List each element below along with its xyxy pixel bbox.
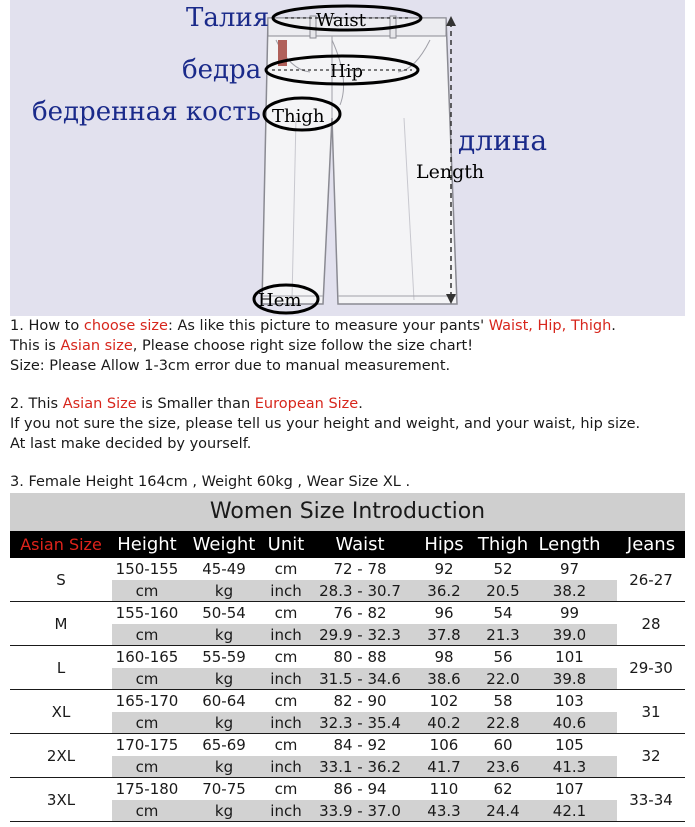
cell-hips: 106: [429, 736, 459, 754]
notes-section-3: [10, 472, 685, 492]
cell-weight: kg: [214, 714, 234, 732]
pants-illustration: [10, 0, 685, 316]
cell-height: 155-160: [115, 604, 179, 622]
cell-length: 39.0: [552, 626, 587, 644]
cell-waist: 32.3 - 35.4: [319, 714, 401, 732]
cell-hips: 37.8: [427, 626, 461, 644]
cell-hips: 96: [434, 604, 454, 622]
cell-height: 160-165: [115, 648, 179, 666]
cell-thigh: 56: [493, 648, 513, 666]
cell-thigh: 23.6: [486, 758, 520, 776]
cell-length: 97: [559, 560, 580, 578]
label-waist-ru: Талия: [186, 3, 270, 33]
cell-hips: 40.2: [427, 714, 461, 732]
cell-height: 175-180: [115, 780, 179, 798]
cell-thigh: 62: [493, 780, 513, 798]
cell-waist: 31.5 - 34.6: [319, 670, 401, 688]
cell-waist: 33.9 - 37.0: [319, 802, 401, 820]
table-row: [10, 690, 685, 734]
header-jeans: Jeans: [626, 534, 676, 555]
label-thigh-ru: бедренная кость: [32, 97, 261, 127]
cell-waist: 84 - 92: [333, 736, 387, 754]
cell-weight: kg: [214, 670, 234, 688]
cell-jeans: 29-30: [629, 659, 673, 677]
table-row: [10, 558, 685, 602]
cell-hips: 41.7: [427, 758, 461, 776]
pants-measurement-diagram: [10, 0, 685, 316]
cell-size: 2XL: [46, 747, 76, 765]
cell-weight: 50-54: [202, 604, 246, 622]
cell-weight: 70-75: [202, 780, 246, 798]
cell-size: 3XL: [46, 791, 76, 809]
note-line-6: At last make decided by yourself.: [10, 436, 252, 452]
cell-thigh: 24.4: [486, 802, 520, 820]
note-line-4: 2. This Asian Size is Smaller than European Size.: [10, 396, 363, 412]
cell-size: L: [56, 659, 66, 677]
cell-jeans: 26-27: [629, 571, 673, 589]
cell-height: cm: [135, 670, 159, 688]
cell-weight: 45-49: [202, 560, 246, 578]
header-length: Length: [538, 534, 601, 555]
cell-unit: inch: [270, 802, 302, 820]
header-asian-size: Asian Size: [20, 535, 102, 554]
cell-hips: 92: [434, 560, 454, 578]
cell-length: 105: [555, 736, 584, 754]
cell-height: cm: [135, 626, 159, 644]
note-line-1: 1. How to choose size: As like this picture to measure your pants' Waist, Hip, Thigh.: [10, 318, 616, 334]
cell-jeans: 33-34: [629, 791, 673, 809]
cell-thigh: 22.0: [486, 670, 520, 688]
cell-unit: inch: [270, 758, 302, 776]
cell-waist: 76 - 82: [333, 604, 387, 622]
cell-waist: 86 - 94: [333, 780, 387, 798]
cell-length: 99: [559, 604, 580, 622]
label-waist-en: Waist: [316, 10, 366, 31]
cell-unit: cm: [274, 780, 298, 798]
header-weight: Weight: [192, 534, 256, 555]
cell-length: 41.3: [552, 758, 587, 776]
notes-section-1: [10, 316, 685, 376]
cell-waist: 72 - 78: [333, 560, 387, 578]
cell-hips: 38.6: [427, 670, 461, 688]
cell-waist: 82 - 90: [333, 692, 387, 710]
cell-thigh: 52: [493, 560, 513, 578]
cell-size: XL: [51, 703, 71, 721]
cell-weight: 65-69: [202, 736, 246, 754]
cell-hips: 110: [429, 780, 459, 798]
cell-unit: cm: [274, 648, 298, 666]
cell-weight: 60-64: [202, 692, 246, 710]
cell-weight: kg: [214, 758, 234, 776]
cell-unit: inch: [270, 626, 302, 644]
cell-height: 150-155: [115, 560, 179, 578]
note-line-7: 3. Female Height 164cm , Weight 60kg , Wear Size XL .: [10, 474, 411, 490]
cell-length: 103: [555, 692, 584, 710]
cell-length: 38.2: [552, 582, 587, 600]
cell-unit: inch: [270, 670, 302, 688]
cell-hips: 98: [434, 648, 454, 666]
cell-thigh: 21.3: [486, 626, 520, 644]
cell-unit: cm: [274, 604, 298, 622]
notes-section-2: [10, 394, 685, 454]
cell-waist: 29.9 - 32.3: [319, 626, 401, 644]
label-hip-ru: бедра: [182, 55, 262, 85]
row-separator: [10, 821, 685, 822]
label-hem-en: Hem: [258, 290, 302, 311]
cell-unit: inch: [270, 582, 302, 600]
cell-weight: 55-59: [202, 648, 246, 666]
label-thigh-en: Thigh: [272, 106, 325, 127]
cell-jeans: 28: [641, 615, 661, 633]
cell-length: 40.6: [552, 714, 587, 732]
cell-weight: kg: [214, 802, 234, 820]
cell-height: cm: [135, 758, 159, 776]
cell-length: 101: [555, 648, 584, 666]
cell-unit: cm: [274, 560, 298, 578]
cell-height: 165-170: [115, 692, 179, 710]
cell-jeans: 31: [641, 703, 661, 721]
cell-thigh: 22.8: [486, 714, 520, 732]
note-line-5: If you not sure the size, please tell us your height and weight, and your waist, hip size.: [10, 416, 641, 432]
header-waist: Waist: [335, 534, 385, 555]
cell-hips: 102: [429, 692, 459, 710]
cell-thigh: 54: [493, 604, 513, 622]
cell-jeans: 32: [641, 747, 661, 765]
cell-height: cm: [135, 802, 159, 820]
cell-thigh: 58: [493, 692, 513, 710]
cell-height: cm: [135, 582, 159, 600]
cell-waist: 28.3 - 30.7: [319, 582, 401, 600]
cell-length: 39.8: [552, 670, 587, 688]
cell-thigh: 60: [493, 736, 513, 754]
cell-waist: 80 - 88: [333, 648, 387, 666]
table-row: [10, 602, 685, 646]
table-title: Women Size Introduction: [10, 493, 685, 531]
header-hips: Hips: [424, 534, 464, 555]
header-unit: Unit: [267, 534, 305, 555]
cell-hips: 43.3: [427, 802, 461, 820]
cell-unit: cm: [274, 736, 298, 754]
cell-height: cm: [135, 714, 159, 732]
label-length-ru: длина: [458, 124, 548, 157]
table-row: [10, 734, 685, 778]
cell-size: M: [54, 615, 68, 633]
table-row: [10, 646, 685, 690]
cell-length: 42.1: [552, 802, 587, 820]
cell-weight: kg: [214, 626, 234, 644]
cell-height: 170-175: [115, 736, 179, 754]
cell-unit: cm: [274, 692, 298, 710]
cell-thigh: 20.5: [486, 582, 520, 600]
cell-unit: inch: [270, 714, 302, 732]
cell-weight: kg: [214, 582, 234, 600]
header-height: Height: [117, 534, 177, 555]
note-line-3: Size: Please Allow 1-3cm error due to manual measurement.: [10, 358, 451, 374]
note-line-2: This is Asian size, Please choose right size follow the size chart!: [10, 338, 474, 354]
table-header-row: [10, 531, 685, 558]
header-thigh: Thigh: [477, 534, 529, 555]
table-row: [10, 778, 685, 822]
cell-size: S: [56, 571, 66, 589]
cell-waist: 33.1 - 36.2: [319, 758, 401, 776]
cell-length: 107: [555, 780, 584, 798]
cell-hips: 36.2: [427, 582, 461, 600]
label-length-en: Length: [416, 161, 485, 183]
label-hip-en: Hip: [330, 61, 363, 82]
